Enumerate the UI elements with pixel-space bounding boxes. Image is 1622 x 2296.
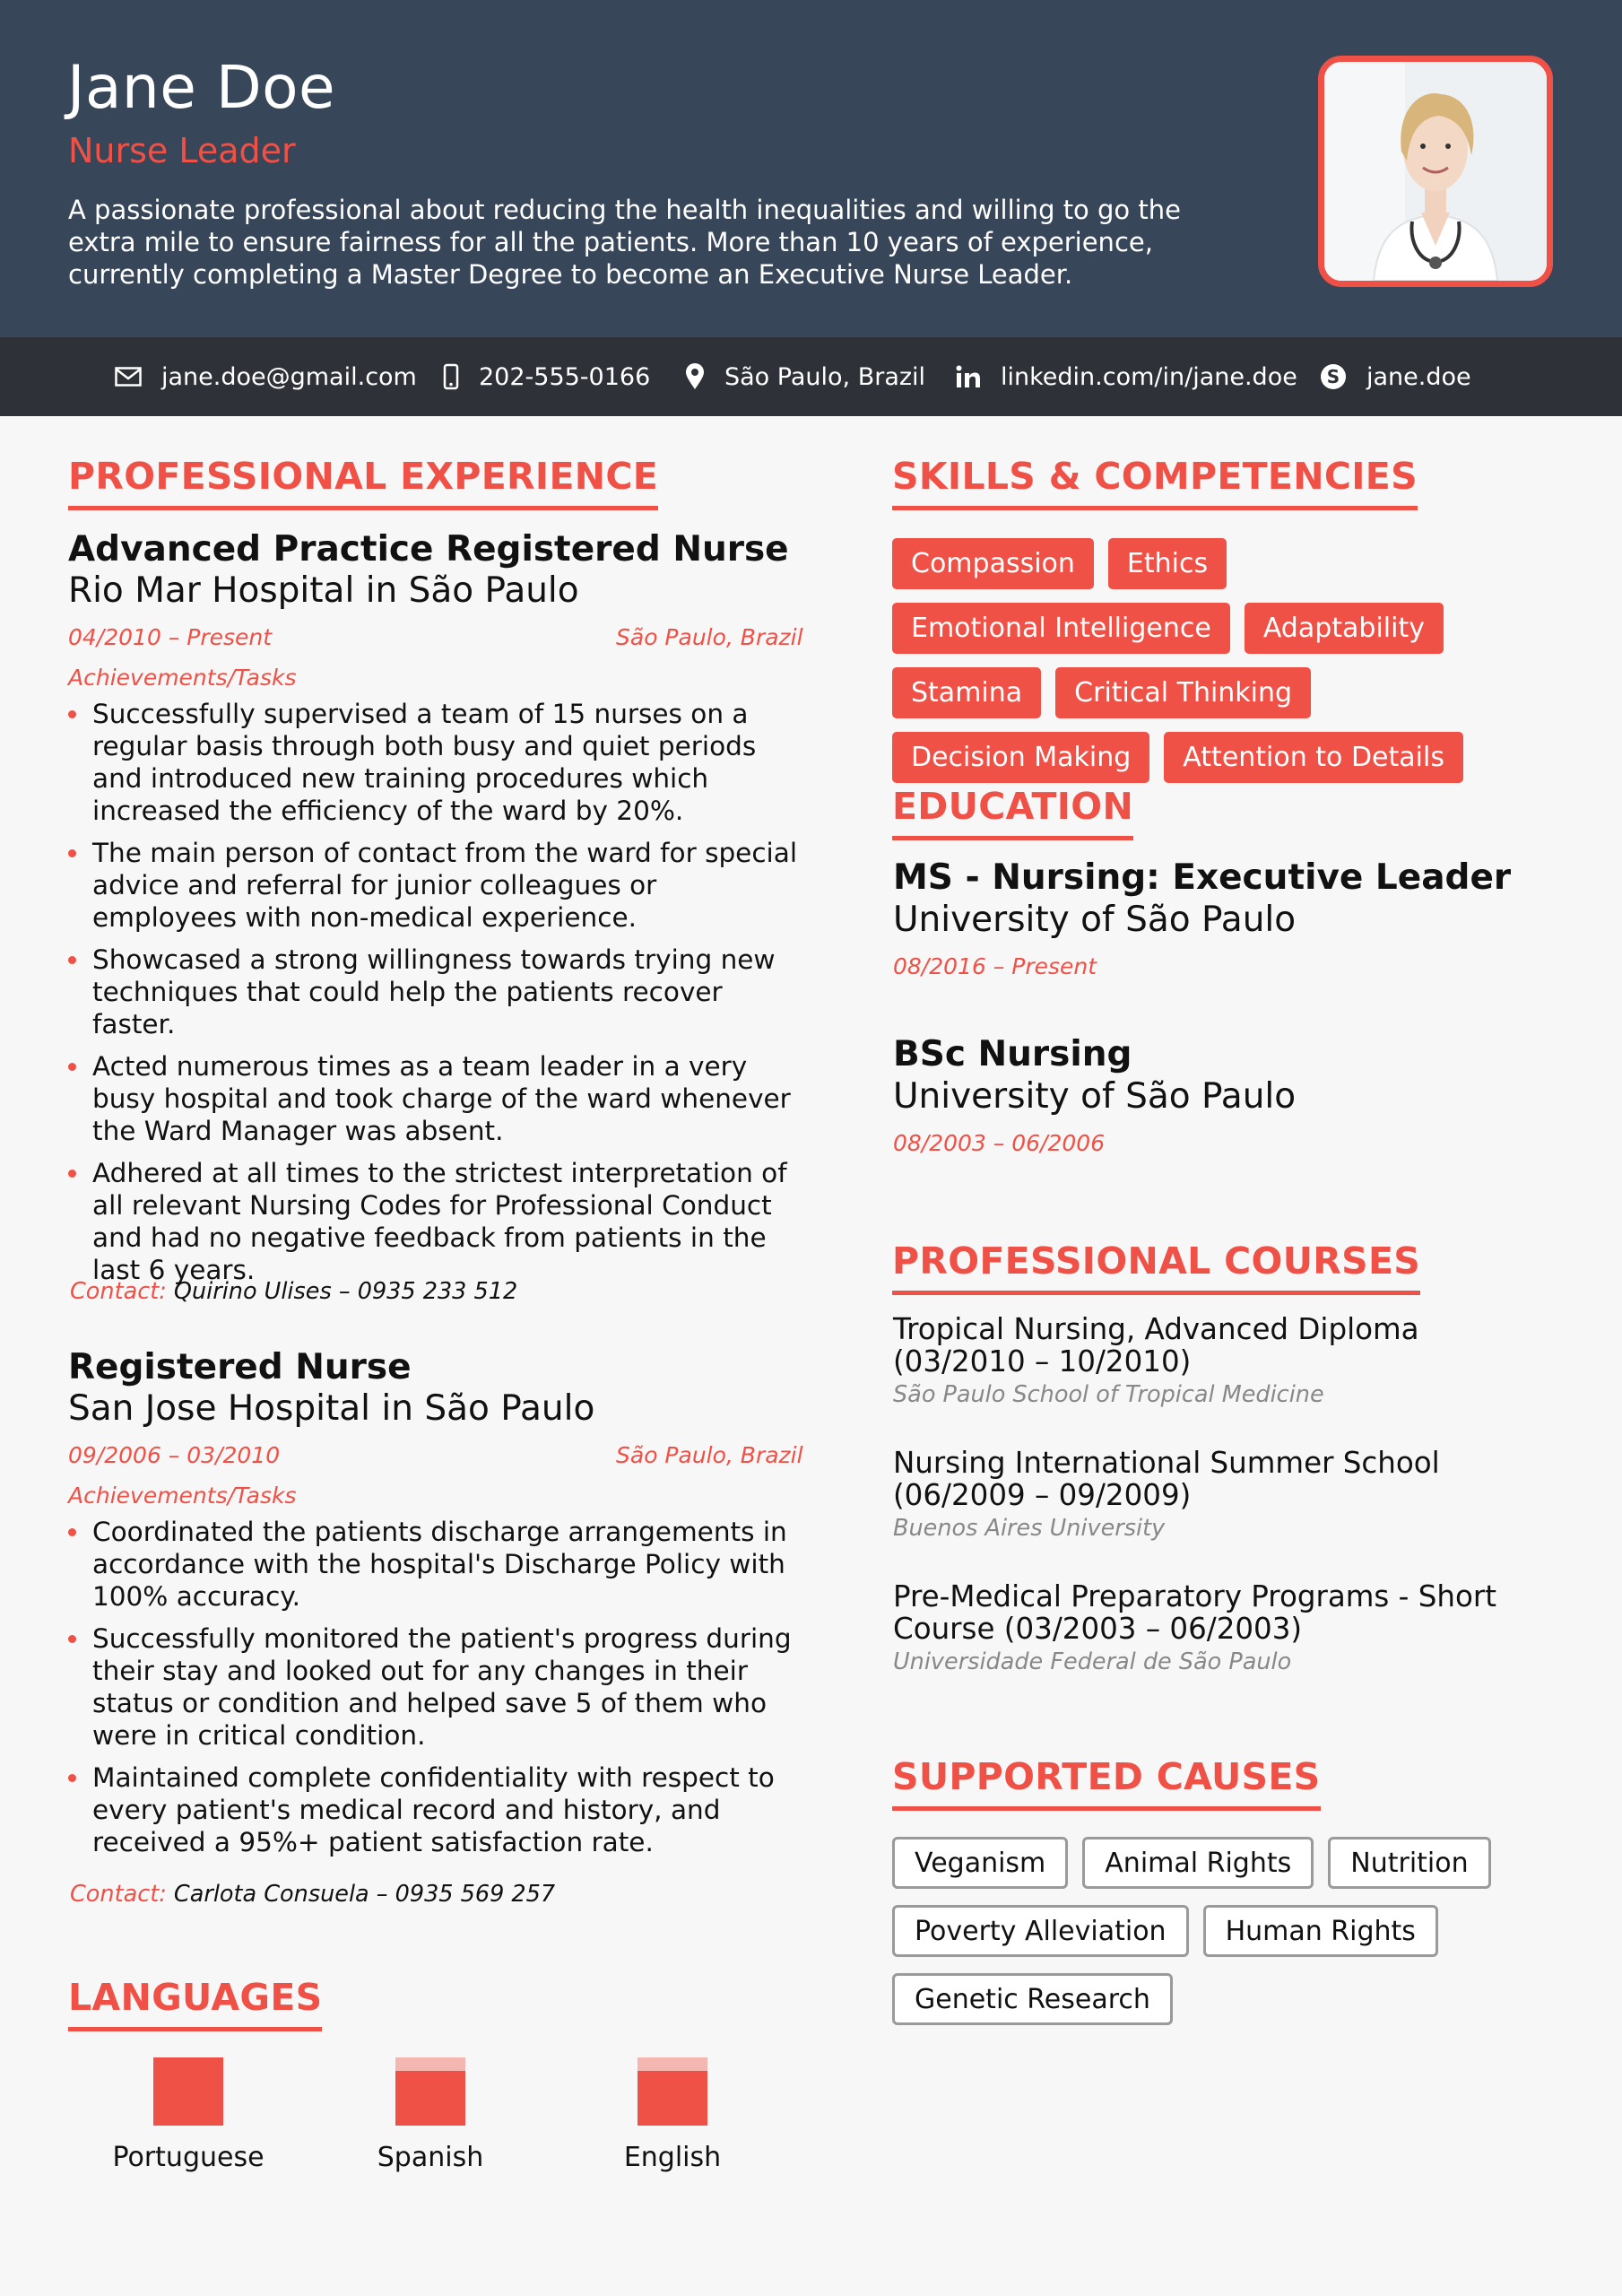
cause-tag: Poverty Alleviation — [892, 1905, 1189, 1957]
job-bullet: Adhered at all times to the strictest interpretation of all relevant Nursing Codes for Professional Conduct and had no negative feedback from patients in the last 6 years. — [68, 1157, 799, 1286]
skill-tag: Compassion — [892, 538, 1094, 589]
course-school: Buenos Aires University — [893, 1515, 1166, 1542]
envelope-icon — [115, 367, 142, 387]
cause-tag: Nutrition — [1328, 1837, 1490, 1889]
skill-tag: Ethics — [1108, 538, 1227, 589]
language-name: Portuguese — [112, 2142, 265, 2173]
causes-heading: SUPPORTED CAUSES — [892, 1756, 1321, 1811]
skills-tag-list — [892, 538, 1574, 796]
tasks-label: Achievements/Tasks — [68, 665, 297, 691]
contact-email[interactable] — [115, 337, 417, 416]
location-text: São Paulo, Brazil — [724, 362, 926, 391]
skype-text: jane.doe — [1366, 362, 1471, 391]
skill-tag: Critical Thinking — [1055, 667, 1311, 718]
education-heading: EDUCATION — [892, 786, 1133, 840]
degree-dates: 08/2016 – Present — [893, 953, 1097, 979]
contact-linkedin[interactable] — [956, 337, 1297, 416]
skill-tag: Emotional Intelligence — [892, 603, 1230, 654]
job-reference — [70, 1881, 555, 1909]
candidate-role: Nurse Leader — [68, 131, 296, 170]
cause-tag: Genetic Research — [892, 1973, 1173, 2025]
reference-value: Quirino Ulises – 0935 233 512 — [173, 1278, 518, 1305]
reference-value: Carlota Consuela – 0935 569 257 — [173, 1881, 556, 1908]
contact-skype[interactable] — [1320, 337, 1471, 416]
skill-tag: Adaptability — [1245, 603, 1444, 654]
language-item — [99, 2057, 278, 2173]
contact-location — [685, 337, 925, 416]
course-name: Nursing International Summer School (06/2009 – 09/2009) — [893, 1446, 1440, 1512]
cause-tag: Animal Rights — [1082, 1837, 1314, 1889]
job-location: São Paulo, Brazil — [616, 1442, 803, 1468]
phone-icon — [443, 363, 459, 390]
svg-text:S: S — [1326, 366, 1340, 387]
language-level-bar — [153, 2057, 223, 2126]
job-bullet: The main person of contact from the ward for special advice and referral for junior colleagues or employees with non-medical experience. — [68, 837, 799, 934]
skill-tag: Decision Making — [892, 732, 1149, 783]
language-item — [583, 2057, 762, 2173]
tasks-label: Achievements/Tasks — [68, 1483, 297, 1509]
language-level-bar — [638, 2057, 707, 2126]
experience-heading: PROFESSIONAL EXPERIENCE — [68, 456, 658, 510]
course-school: Universidade Federal de São Paulo — [893, 1648, 1292, 1675]
job-bullet: Successfully monitored the patient's progress during their stay and looked out for any changes in their status or condition and helped save 5 of them who were in critical condition. — [68, 1622, 799, 1752]
contact-phone[interactable] — [443, 337, 650, 416]
job-bullet: Acted numerous times as a team leader in a very busy hospital and took charge of the ward whenever the Ward Manager was absent. — [68, 1050, 799, 1147]
language-name: Spanish — [377, 2142, 484, 2173]
job-dates: 09/2006 – 03/2010 — [68, 1442, 281, 1468]
cause-tag: Veganism — [892, 1837, 1068, 1889]
job-bullet-list — [68, 698, 799, 1296]
job-dates: 04/2010 – Present — [68, 624, 273, 650]
job-bullet: Coordinated the patients discharge arrangements in accordance with the hospital's Discharge Policy with 100% accuracy. — [68, 1516, 799, 1613]
language-name: English — [623, 2142, 722, 2173]
email-text: jane.doe@gmail.com — [161, 362, 417, 391]
location-pin-icon — [685, 363, 705, 390]
job-bullet: Showcased a strong willingness towards trying new techniques that could help the patients recover faster. — [68, 944, 799, 1040]
reference-label: Contact: — [70, 1881, 167, 1908]
courses-heading: PROFESSIONAL COURSES — [892, 1240, 1420, 1295]
job-location: São Paulo, Brazil — [616, 624, 803, 650]
course-item — [893, 1313, 1521, 1410]
job-bullet: Maintained complete confidentiality with respect to every patient's medical record and history, and received a 95%+ patient satisfaction rate. — [68, 1761, 799, 1858]
job-reference — [70, 1278, 517, 1306]
job-title: Advanced Practice Registered Nurse — [68, 529, 789, 570]
profile-photo — [1318, 56, 1553, 287]
causes-tag-list — [892, 1837, 1574, 2041]
language-level-bar — [395, 2057, 465, 2126]
linkedin-text: linkedin.com/in/jane.doe — [1001, 362, 1297, 391]
contact-bar — [0, 337, 1622, 416]
degree-school: University of São Paulo — [893, 900, 1297, 940]
degree-title: MS - Nursing: Executive Leader — [893, 857, 1512, 898]
cause-tag: Human Rights — [1203, 1905, 1438, 1957]
linkedin-icon — [956, 365, 981, 388]
skill-tag: Attention to Details — [1164, 732, 1463, 783]
course-item — [893, 1447, 1521, 1544]
phone-text: 202-555-0166 — [479, 362, 651, 391]
degree-dates: 08/2003 – 06/2006 — [893, 1130, 1106, 1156]
skill-tag: Stamina — [892, 667, 1041, 718]
course-item — [893, 1580, 1521, 1677]
course-school: São Paulo School of Tropical Medicine — [893, 1381, 1324, 1408]
course-name: Pre-Medical Preparatory Programs - Short Course (03/2003 – 06/2003) — [893, 1579, 1496, 1646]
job-title: Registered Nurse — [68, 1347, 412, 1387]
degree-title: BSc Nursing — [893, 1034, 1132, 1074]
resume-header — [0, 0, 1622, 337]
degree-school: University of São Paulo — [893, 1076, 1297, 1117]
skills-heading: SKILLS & COMPETENCIES — [892, 456, 1418, 510]
reference-label: Contact: — [70, 1278, 167, 1305]
job-employer: San Jose Hospital in São Paulo — [68, 1388, 595, 1429]
skype-icon — [1320, 363, 1347, 390]
job-bullet-list — [68, 1516, 799, 1868]
languages-heading: LANGUAGES — [68, 1977, 322, 2031]
course-name: Tropical Nursing, Advanced Diploma (03/2010 – 10/2010) — [893, 1312, 1419, 1378]
profile-summary: A passionate professional about reducing the health inequalities and willing to go the extra mile to ensure fairness for all the patients. More than 10 years of experience, currently completing a Master Degree to become an Executive Nurse Leader. — [68, 195, 1181, 290]
job-bullet: Successfully supervised a team of 15 nurses on a regular basis through both busy and quiet periods and introduced new training procedures which increased the efficiency of the ward by 20%. — [68, 698, 799, 827]
candidate-name: Jane Doe — [67, 53, 336, 122]
language-item — [341, 2057, 520, 2173]
job-employer: Rio Mar Hospital in São Paulo — [68, 570, 579, 611]
